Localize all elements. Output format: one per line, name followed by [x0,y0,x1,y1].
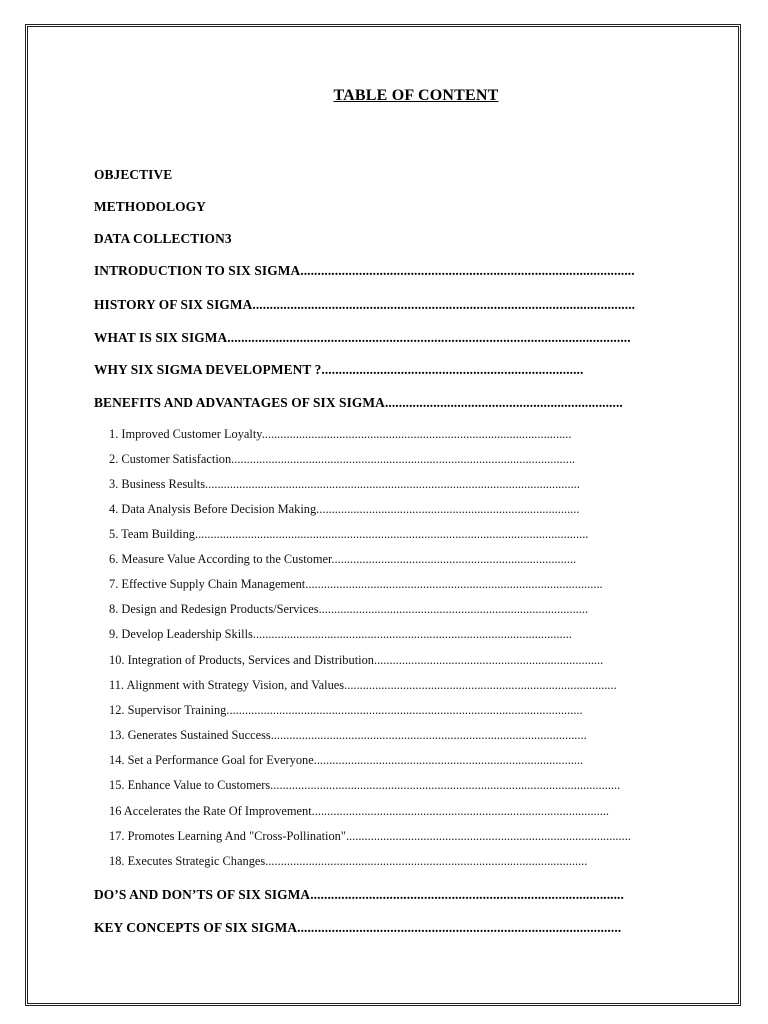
toc-subitem-label: 12. Supervisor Training [109,703,227,717]
toc-heading-label: OBJECTIVE [94,167,173,182]
toc-subitem-label: 8. Design and Redesign Products/Services [109,602,319,616]
toc-heading-benefits[interactable] [94,395,697,411]
toc-leader-dots: ............................................................................................................................... [194,527,589,541]
toc-subitem[interactable] [109,502,696,517]
toc-heading-introduction[interactable] [94,263,704,279]
toc-heading-objective[interactable] [94,167,704,183]
toc-leader-dots: ............................................................................ [321,362,584,377]
toc-subitem-label: 3. Business Results [109,477,206,491]
toc-leader-dots: ...................................................................................................... [270,728,587,742]
toc-subitem-label: 6. Measure Value According to the Customer [109,552,332,566]
toc-subitem[interactable] [109,577,696,592]
toc-heading-data-collection[interactable] [94,231,704,247]
toc-leader-dots: ................................................................................................ [311,804,610,818]
toc-heading-label: DO’S AND DON’TS OF SIX SIGMA [94,887,311,902]
toc-heading-label: DATA COLLECTION3 [94,231,232,246]
toc-subitem[interactable] [109,778,696,793]
toc-subitem[interactable] [109,804,696,819]
toc-subitem-label: 13. Generates Sustained Success [109,728,271,742]
toc-leader-dots: ......................................................................................................................... [205,477,580,491]
toc-subitem-label: 1. Improved Customer Loyalty [109,427,262,441]
toc-leader-dots: ....................................................................................... [313,753,584,767]
toc-leader-dots: .................................................................................................... [261,427,572,441]
toc-subitem-label: 4. Data Analysis Before Decision Making [109,502,317,516]
toc-subitem[interactable] [109,829,696,844]
toc-leader-dots: ............................................................................................ [345,829,631,843]
toc-leader-dots: ..................................................................................... [316,502,580,516]
toc-subitem-label: 16 Accelerates the Rate Of Improvement [109,804,312,818]
toc-subitem[interactable] [109,678,696,693]
toc-subitem[interactable] [109,627,696,642]
toc-subitem[interactable] [109,854,696,869]
toc-heading-label: METHODOLOGY [94,199,206,214]
toc-subitem[interactable] [109,602,696,617]
toc-leader-dots: ............................................................................... [331,552,577,566]
toc-heading-why-development[interactable] [94,362,704,378]
toc-subitem-label: 5. Team Building [109,527,195,541]
toc-leader-dots: ..................................................................... [384,395,623,410]
page-title: TABLE OF CONTENT [333,87,499,104]
toc-subitem[interactable] [109,703,696,718]
toc-leader-dots: .......................................................................... [373,653,604,667]
toc-subitem-label: 15. Enhance Value to Customers [109,778,271,792]
toc-subitem-label: 2. Customer Satisfaction [109,452,232,466]
toc-heading-label: BENEFITS AND ADVANTAGES OF SIX SIGMA [94,395,385,410]
toc-leader-dots: ............................................................................................................... [231,452,576,466]
toc-subitem-label: 10. Integration of Products, Services and Distribution [109,653,374,667]
toc-subitem[interactable] [109,527,696,542]
toc-subitem[interactable] [109,477,696,492]
toc-leader-dots: ................................................................................................. [300,263,635,278]
toc-heading-label: WHY SIX SIGMA DEVELOPMENT ? [94,362,322,377]
toc-subitem[interactable] [109,452,696,467]
toc-subitem-label: 11. Alignment with Strategy Vision, and Values [109,678,345,692]
toc-leader-dots: .............................................................................................. [297,920,622,935]
toc-subitem-label: 9. Develop Leadership Skills [109,627,253,641]
toc-subitem-label: 18. Executes Strategic Changes [109,854,266,868]
toc-heading-what-is[interactable] [94,330,704,346]
toc-heading-history[interactable] [94,297,704,313]
toc-leader-dots: ................................................................................................................... [226,703,583,717]
toc-leader-dots: ................................................................................................................. [270,778,621,792]
toc-subitem[interactable] [109,728,696,743]
toc-subitem[interactable] [109,427,696,442]
toc-leader-dots: ..................................................................................................................... [227,330,631,345]
toc-heading-label: INTRODUCTION TO SIX SIGMA [94,263,301,278]
toc-heading-label: KEY CONCEPTS OF SIX SIGMA [94,920,298,935]
toc-leader-dots: ........................................................................................... [310,887,624,902]
toc-subitem[interactable] [109,552,696,567]
toc-subitem-label: 17. Promotes Learning And "Cross-Pollination" [109,829,346,843]
toc-leader-dots: ........................................................................................ [344,678,617,692]
toc-heading-key-concepts[interactable] [94,920,697,936]
toc-subitem-label: 7. Effective Supply Chain Management [109,577,306,591]
toc-heading-dos-and-donts[interactable] [94,887,697,903]
toc-heading-label: HISTORY OF SIX SIGMA [94,297,253,312]
toc-leader-dots: ....................................................................................................... [252,627,572,641]
toc-leader-dots: ................................................................................................ [305,577,603,591]
toc-leader-dots: ............................................................................................................... [252,297,636,312]
toc-leader-dots: ....................................................................................... [318,602,589,616]
toc-heading-methodology[interactable] [94,199,704,215]
toc-subitem[interactable] [109,753,696,768]
toc-heading-label: WHAT IS SIX SIGMA [94,330,228,345]
toc-leader-dots: ........................................................................................................ [265,854,588,868]
toc-subitem-label: 14. Set a Performance Goal for Everyone [109,753,314,767]
toc-subitem[interactable] [109,653,696,668]
